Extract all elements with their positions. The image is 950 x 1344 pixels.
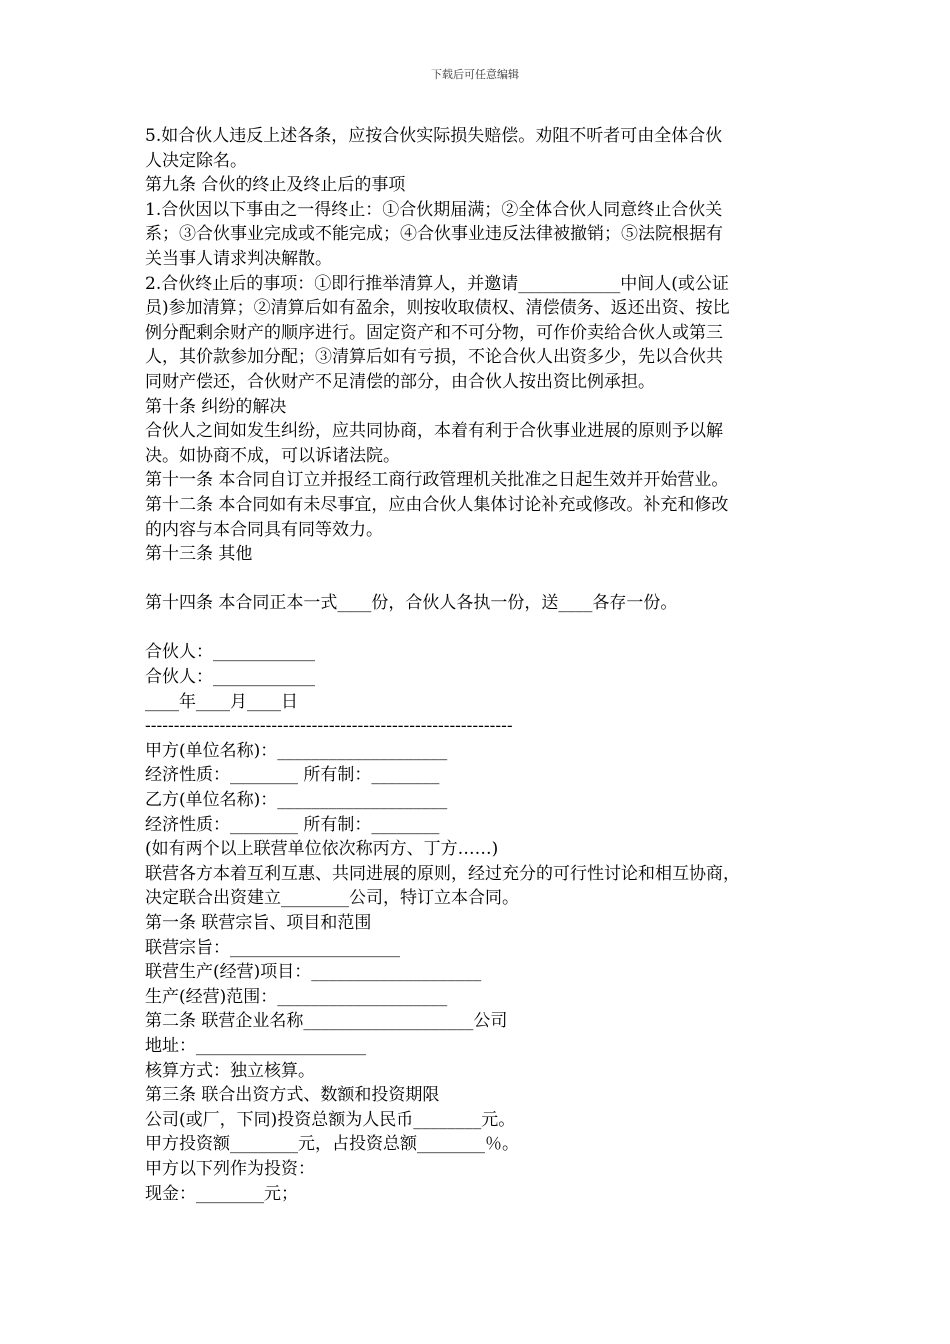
text-line: 生产(经营)范围：____________________: [145, 986, 448, 1007]
text-line: 第十二条 本合同如有未尽事宜，应由合伙人集体讨论补充或修改。补充和修改: [145, 494, 729, 515]
text-line: 经济性质：________ 所有制：________: [145, 814, 440, 835]
text-line: 甲方投资额________元，占投资总额________％。: [145, 1134, 519, 1155]
text-line: 联营生产(经营)项目：____________________: [145, 962, 482, 983]
text-line: 第二条 联营企业名称____________________公司: [145, 1011, 508, 1032]
text-line: 合伙人之间如发生纠纷，应共同协商，本着有利于合伙事业进展的原则予以解: [145, 421, 723, 442]
text-line: 第十四条 本合同正本一式____份，合伙人各执一份，送____各存一份。: [145, 593, 678, 614]
document-body: [145, 124, 825, 1206]
text-line: 例分配剩余财产的顺序进行。固定资产和不可分物，可作价卖给合伙人或第三: [145, 322, 723, 343]
text-line: 人，其价款参加分配；③清算后如有亏损，不论合伙人出资多少，先以合伙共: [145, 347, 723, 368]
blank-line: [145, 616, 825, 641]
text-line: 员)参加清算；②清算后如有盈余，则按收取债权、清偿债务、返还出资、按比: [145, 298, 730, 319]
text-line: 联营各方本着互利互惠、共同进展的原则，经过充分的可行性讨论和相互协商，: [145, 863, 740, 884]
text-line: 同财产偿还，合伙财产不足清偿的部分，由合伙人按出资比例承担。: [145, 371, 655, 392]
text-line: ----------------------------------------------------------------: [145, 716, 513, 737]
text-line: 地址：____________________: [145, 1035, 366, 1056]
text-line: 人决定除名。: [145, 150, 247, 171]
text-line: 第十三条 其他: [145, 544, 253, 565]
text-line: 关当事人请求判决解散。: [145, 248, 332, 269]
blank-line: [145, 567, 825, 592]
text-line: 合伙人：____________: [145, 667, 315, 688]
text-line: 的内容与本合同具有同等效力。: [145, 519, 383, 540]
text-line: 第一条 联营宗旨、项目和范围: [145, 913, 372, 933]
text-line: 决定联合出资建立________公司，特订立本合同。: [145, 888, 519, 909]
text-line: 2.合伙终止后的事项：①即行推举清算人，并邀请____________中间人(或公证: [145, 273, 729, 294]
text-line: 乙方(单位名称)：____________________: [145, 790, 448, 811]
page-header: 下载后可任意编辑: [431, 68, 519, 81]
text-line: 系；③合伙事业完成或不能完成；④合伙事业违反法律被撤销；⑤法院根据有: [145, 224, 723, 245]
text-line: 第三条 联合出资方式、数额和投资期限: [145, 1085, 440, 1106]
text-line: 甲方以下列作为投资：: [145, 1158, 315, 1179]
text-line: 第九条 合伙的终止及终止后的事项: [145, 175, 406, 196]
text-line: 决。如协商不成，可以诉诸法院。: [145, 445, 400, 466]
text-line: 甲方(单位名称)：____________________: [145, 740, 448, 761]
text-line: 核算方式：独立核算。: [145, 1060, 315, 1081]
text-line: 经济性质：________ 所有制：________: [145, 765, 440, 786]
text-line: 1.合伙因以下事由之一得终止：①合伙期届满；②全体合伙人同意终止合伙关: [145, 199, 723, 220]
text-line: 5.如合伙人违反上述各条，应按合伙实际损失赔偿。劝阻不听者可由全体合伙: [145, 126, 723, 146]
text-line: 第十一条 本合同自订立并报经工商行政管理机关批准之日起生效并开始营业。: [145, 470, 729, 491]
text-line: 公司(或厂，下同)投资总额为人民币________元。: [145, 1109, 516, 1130]
text-line: 第十条 纠纷的解决: [145, 396, 287, 417]
text-line: 现金：________元；: [145, 1183, 298, 1204]
text-line: ____年____月____日: [145, 691, 298, 712]
text-line: 合伙人：____________: [145, 642, 315, 663]
text-line: (如有两个以上联营单位依次称丙方、丁方……): [145, 839, 499, 860]
text-line: 联营宗旨：____________________: [145, 937, 400, 958]
